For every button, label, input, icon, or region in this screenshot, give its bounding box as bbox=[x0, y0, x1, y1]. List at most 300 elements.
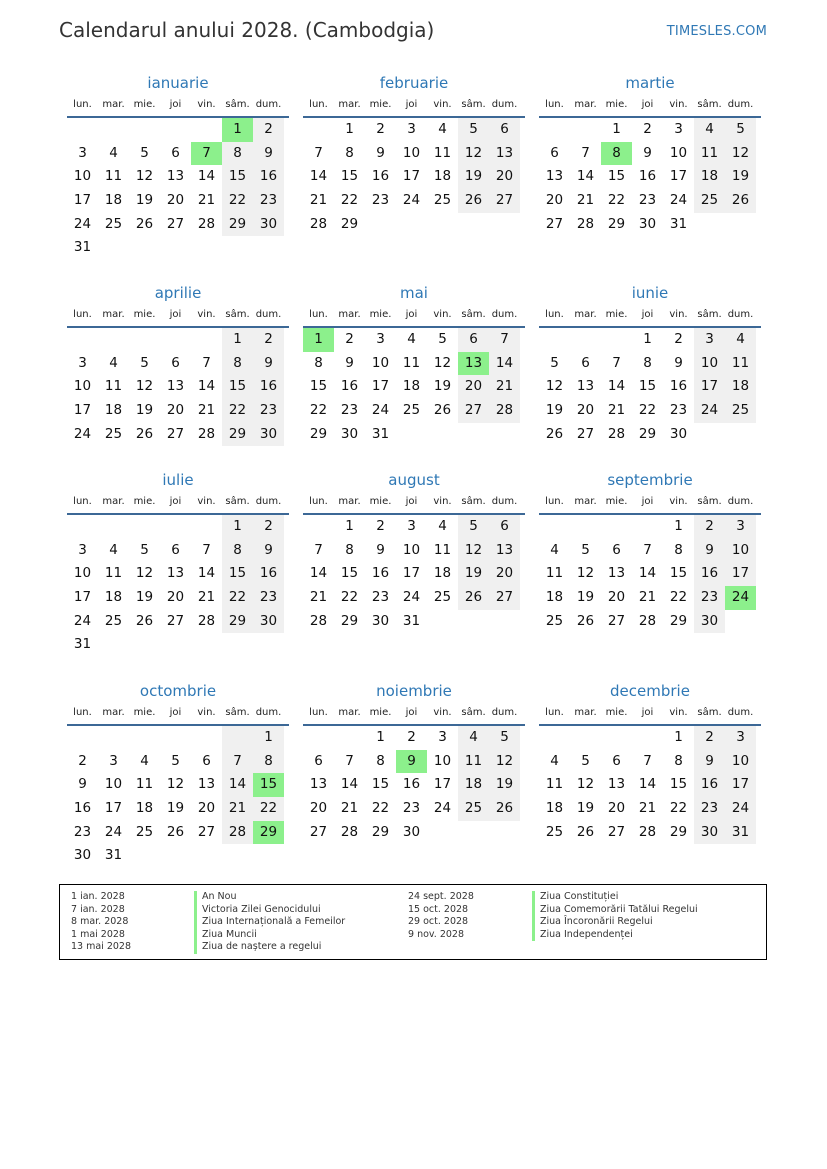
week-row bbox=[539, 352, 761, 376]
weekday-label: joi bbox=[405, 309, 418, 320]
week-row bbox=[539, 189, 761, 213]
day-cell: 2 bbox=[407, 729, 416, 745]
day-cell: 28 bbox=[638, 612, 657, 629]
day-cell: 20 bbox=[309, 800, 328, 817]
brand-link[interactable]: TIMESLES.COM bbox=[666, 24, 767, 39]
week-row bbox=[67, 142, 289, 166]
day-cell: 13 bbox=[545, 168, 564, 185]
day-cell: 5 bbox=[140, 144, 149, 161]
day-cell: 11 bbox=[545, 776, 564, 793]
empty-day-cell bbox=[160, 328, 191, 352]
weekday-header bbox=[539, 306, 761, 328]
day-cell: 19 bbox=[135, 589, 154, 606]
day-cell: 12 bbox=[489, 750, 520, 774]
weekday-label: mie. bbox=[605, 309, 628, 320]
day-cell: 30 bbox=[694, 821, 725, 845]
month-aprilie bbox=[67, 280, 289, 446]
weekday-label: mar. bbox=[102, 496, 125, 507]
weekday-label: mar. bbox=[574, 99, 597, 110]
empty-day-cell bbox=[129, 844, 160, 868]
week-row bbox=[67, 352, 289, 376]
day-cell: 21 bbox=[607, 402, 626, 419]
empty-day-cell bbox=[191, 844, 222, 868]
day-cell: 8 bbox=[376, 752, 385, 769]
empty-day-cell bbox=[570, 726, 601, 750]
week-row bbox=[539, 118, 761, 142]
day-cell: 31 bbox=[73, 239, 92, 256]
day-cell: 18 bbox=[725, 375, 756, 399]
day-cell: 26 bbox=[135, 612, 154, 629]
day-cell: 13 bbox=[309, 776, 328, 793]
week-row bbox=[303, 586, 525, 610]
weekday-header bbox=[303, 306, 525, 328]
day-cell: 5 bbox=[581, 541, 590, 558]
day-cell: 30 bbox=[669, 425, 688, 442]
day-cell: 14 bbox=[638, 776, 657, 793]
day-cell: 16 bbox=[253, 562, 284, 586]
weekday-label: joi bbox=[641, 99, 654, 110]
empty-day-cell bbox=[129, 328, 160, 352]
weekday-label: mie. bbox=[133, 99, 156, 110]
day-cell: 25 bbox=[545, 612, 564, 629]
day-cell: 10 bbox=[371, 354, 390, 371]
day-cell: 2 bbox=[643, 121, 652, 137]
day-cell: 21 bbox=[197, 192, 216, 209]
month-ianuarie bbox=[67, 70, 289, 260]
day-cell: 4 bbox=[438, 121, 447, 137]
day-cell: 9 bbox=[694, 539, 725, 563]
day-cell: 1 bbox=[612, 121, 621, 137]
day-cell: 18 bbox=[135, 800, 154, 817]
empty-day-cell bbox=[160, 844, 191, 868]
week-row bbox=[303, 165, 525, 189]
week-row bbox=[67, 633, 289, 657]
weekday-label: lun. bbox=[545, 309, 564, 320]
month-title: decembrie bbox=[610, 682, 690, 700]
day-cell: 15 bbox=[340, 168, 359, 185]
week-row bbox=[539, 586, 761, 610]
day-cell: 25 bbox=[104, 425, 123, 442]
day-cell: 28 bbox=[222, 821, 253, 845]
empty-day-cell bbox=[253, 844, 284, 868]
empty-day-cell bbox=[539, 515, 570, 539]
day-cell: 10 bbox=[694, 352, 725, 376]
empty-day-cell bbox=[725, 423, 756, 447]
page-title: Calendarul anului 2028. (Cambodgia) bbox=[59, 18, 435, 42]
weekday-label: mar. bbox=[338, 309, 361, 320]
weekday-label: joi bbox=[169, 309, 182, 320]
day-cell: 12 bbox=[458, 142, 489, 166]
day-cell: 8 bbox=[345, 144, 354, 161]
day-cell: 22 bbox=[222, 399, 253, 423]
day-cell: 21 bbox=[576, 192, 595, 209]
day-cell: 21 bbox=[489, 375, 520, 399]
empty-day-cell bbox=[489, 423, 520, 447]
empty-day-cell bbox=[67, 726, 98, 750]
week-row bbox=[303, 750, 525, 774]
week-row bbox=[539, 423, 761, 447]
day-cell: 13 bbox=[576, 378, 595, 395]
day-cell: 22 bbox=[607, 192, 626, 209]
day-cell: 20 bbox=[166, 192, 185, 209]
legend-holiday-name: Ziua Independenței bbox=[532, 929, 698, 942]
day-cell: 14 bbox=[197, 168, 216, 185]
weekday-label: mar. bbox=[574, 309, 597, 320]
day-cell: 26 bbox=[725, 189, 756, 213]
day-cell: 31 bbox=[371, 425, 390, 442]
week-row bbox=[67, 821, 289, 845]
legend-holiday-name: Ziua Constituției bbox=[532, 891, 698, 904]
empty-day-cell bbox=[427, 213, 458, 237]
day-cell: 10 bbox=[433, 752, 452, 769]
weekday-label: lun. bbox=[73, 707, 92, 718]
week-row bbox=[539, 726, 761, 750]
day-cell: 24 bbox=[73, 612, 92, 629]
week-row bbox=[303, 773, 525, 797]
month-august bbox=[303, 467, 525, 633]
week-row bbox=[539, 539, 761, 563]
day-cell: 14 bbox=[197, 565, 216, 582]
day-cell: 23 bbox=[340, 402, 359, 419]
day-cell: 2 bbox=[376, 518, 385, 534]
day-cell: 28 bbox=[309, 215, 328, 232]
weekday-label: sâm. bbox=[461, 496, 486, 507]
empty-day-cell bbox=[539, 328, 570, 352]
day-cell: 15 bbox=[222, 165, 253, 189]
day-cell: 22 bbox=[340, 589, 359, 606]
day-cell: 18 bbox=[433, 168, 452, 185]
weekday-label: mie. bbox=[369, 707, 392, 718]
day-cell: 11 bbox=[104, 565, 123, 582]
day-cell: 30 bbox=[340, 425, 359, 442]
day-cell: 25 bbox=[104, 612, 123, 629]
weekday-label: lun. bbox=[73, 99, 92, 110]
day-cell: 10 bbox=[725, 750, 756, 774]
day-cell: 6 bbox=[202, 752, 211, 769]
day-cell: 13 bbox=[166, 565, 185, 582]
day-cell: 16 bbox=[73, 800, 92, 817]
day-cell: 4 bbox=[438, 518, 447, 534]
month-decembrie bbox=[539, 678, 761, 844]
month-martie bbox=[539, 70, 761, 236]
day-cell: 30 bbox=[694, 610, 725, 634]
weekday-header bbox=[67, 306, 289, 328]
day-cell: 4 bbox=[458, 726, 489, 750]
weekday-label: lun. bbox=[309, 496, 328, 507]
day-cell: 8 bbox=[643, 354, 652, 371]
weekday-label: mar. bbox=[102, 707, 125, 718]
day-cell: 28 bbox=[340, 823, 359, 840]
empty-day-cell bbox=[396, 213, 427, 237]
day-cell: 26 bbox=[135, 425, 154, 442]
day-cell: 15 bbox=[222, 375, 253, 399]
day-cell: 28 bbox=[576, 215, 595, 232]
week-row bbox=[67, 328, 289, 352]
day-cell: 6 bbox=[612, 541, 621, 558]
day-cell: 11 bbox=[433, 144, 452, 161]
day-cell: 21 bbox=[340, 800, 359, 817]
day-cell: 24 bbox=[433, 800, 452, 817]
day-cell: 9 bbox=[78, 776, 87, 793]
holiday-day-cell: 1 bbox=[303, 328, 334, 352]
day-cell: 9 bbox=[643, 144, 652, 161]
day-cell: 22 bbox=[638, 402, 657, 419]
day-cell: 22 bbox=[253, 797, 284, 821]
week-row bbox=[303, 213, 525, 237]
day-cell: 3 bbox=[376, 331, 385, 347]
day-cell: 21 bbox=[222, 797, 253, 821]
legend-holiday-name: Ziua Internațională a Femeilor bbox=[194, 916, 345, 929]
day-cell: 17 bbox=[402, 565, 421, 582]
day-cell: 4 bbox=[109, 144, 118, 161]
empty-day-cell bbox=[98, 328, 129, 352]
day-cell: 24 bbox=[694, 399, 725, 423]
day-cell: 11 bbox=[104, 378, 123, 395]
weekday-label: joi bbox=[405, 707, 418, 718]
empty-day-cell bbox=[160, 726, 191, 750]
day-cell: 6 bbox=[581, 354, 590, 371]
weekday-label: sâm. bbox=[461, 707, 486, 718]
day-cell: 21 bbox=[197, 589, 216, 606]
day-cell: 23 bbox=[669, 402, 688, 419]
week-row bbox=[303, 821, 525, 845]
empty-day-cell bbox=[191, 236, 222, 260]
empty-day-cell bbox=[427, 423, 458, 447]
day-cell: 8 bbox=[222, 352, 253, 376]
empty-day-cell bbox=[253, 236, 284, 260]
day-cell: 15 bbox=[669, 776, 688, 793]
day-cell: 6 bbox=[171, 144, 180, 161]
day-cell: 2 bbox=[376, 121, 385, 137]
empty-day-cell bbox=[539, 118, 570, 142]
day-cell: 6 bbox=[550, 144, 559, 161]
weekday-label: joi bbox=[641, 707, 654, 718]
legend-holiday-name: Ziua Încoronării Regelui bbox=[532, 916, 698, 929]
month-septembrie bbox=[539, 467, 761, 633]
day-cell: 4 bbox=[140, 752, 149, 769]
day-cell: 24 bbox=[73, 215, 92, 232]
day-cell: 25 bbox=[402, 402, 421, 419]
day-cell: 10 bbox=[73, 565, 92, 582]
day-cell: 19 bbox=[489, 773, 520, 797]
day-cell: 19 bbox=[458, 562, 489, 586]
weekday-label: vin. bbox=[197, 496, 216, 507]
day-cell: 7 bbox=[643, 752, 652, 769]
empty-day-cell bbox=[570, 118, 601, 142]
month-title: mai bbox=[400, 284, 428, 302]
weekday-label: vin. bbox=[433, 496, 452, 507]
day-cell: 10 bbox=[402, 541, 421, 558]
empty-day-cell bbox=[191, 328, 222, 352]
week-row bbox=[539, 821, 761, 845]
day-cell: 26 bbox=[576, 823, 595, 840]
day-cell: 3 bbox=[109, 752, 118, 769]
day-cell: 15 bbox=[669, 565, 688, 582]
empty-day-cell bbox=[427, 821, 458, 845]
day-cell: 26 bbox=[135, 215, 154, 232]
holiday-day-cell: 1 bbox=[222, 118, 253, 142]
weekday-label: vin. bbox=[669, 707, 688, 718]
day-cell: 31 bbox=[73, 636, 92, 653]
empty-day-cell bbox=[458, 610, 489, 634]
day-cell: 11 bbox=[433, 541, 452, 558]
empty-day-cell bbox=[601, 726, 632, 750]
day-cell: 29 bbox=[669, 612, 688, 629]
day-cell: 27 bbox=[545, 215, 564, 232]
empty-day-cell bbox=[365, 213, 396, 237]
day-cell: 21 bbox=[309, 589, 328, 606]
weekday-label: lun. bbox=[309, 707, 328, 718]
empty-day-cell bbox=[129, 236, 160, 260]
day-cell: 27 bbox=[166, 612, 185, 629]
day-cell: 24 bbox=[402, 589, 421, 606]
day-cell: 17 bbox=[694, 375, 725, 399]
day-cell: 7 bbox=[314, 541, 323, 558]
holiday-legend bbox=[59, 884, 767, 960]
empty-day-cell bbox=[458, 423, 489, 447]
day-cell: 31 bbox=[104, 847, 123, 864]
day-cell: 13 bbox=[607, 565, 626, 582]
weekday-label: mie. bbox=[605, 99, 628, 110]
weekday-label: joi bbox=[641, 309, 654, 320]
day-cell: 13 bbox=[166, 168, 185, 185]
day-cell: 7 bbox=[345, 752, 354, 769]
day-cell: 18 bbox=[545, 800, 564, 817]
day-cell: 28 bbox=[489, 399, 520, 423]
empty-day-cell bbox=[160, 515, 191, 539]
day-cell: 21 bbox=[638, 800, 657, 817]
day-cell: 8 bbox=[314, 354, 323, 371]
empty-day-cell bbox=[725, 610, 756, 634]
empty-day-cell bbox=[191, 726, 222, 750]
week-row bbox=[303, 423, 525, 447]
empty-day-cell bbox=[694, 213, 725, 237]
empty-day-cell bbox=[427, 610, 458, 634]
legend-date: 24 sept. 2028 bbox=[408, 891, 474, 902]
day-cell: 29 bbox=[222, 213, 253, 237]
day-cell: 15 bbox=[371, 776, 390, 793]
day-cell: 19 bbox=[166, 800, 185, 817]
month-title: iulie bbox=[162, 471, 194, 489]
day-cell: 5 bbox=[550, 354, 559, 371]
weekday-label: dum. bbox=[491, 309, 518, 320]
day-cell: 19 bbox=[576, 589, 595, 606]
month-noiembrie bbox=[303, 678, 525, 844]
day-cell: 8 bbox=[345, 541, 354, 558]
week-row bbox=[303, 189, 525, 213]
day-cell: 26 bbox=[433, 402, 452, 419]
day-cell: 24 bbox=[104, 823, 123, 840]
weekday-label: mie. bbox=[369, 496, 392, 507]
week-row bbox=[539, 515, 761, 539]
day-cell: 11 bbox=[402, 354, 421, 371]
empty-day-cell bbox=[570, 515, 601, 539]
day-cell: 30 bbox=[402, 823, 421, 840]
week-row bbox=[303, 375, 525, 399]
day-cell: 23 bbox=[253, 586, 284, 610]
day-cell: 24 bbox=[73, 425, 92, 442]
day-cell: 11 bbox=[545, 565, 564, 582]
weekday-label: mie. bbox=[133, 309, 156, 320]
day-cell: 29 bbox=[371, 823, 390, 840]
day-cell: 30 bbox=[73, 847, 92, 864]
empty-day-cell bbox=[632, 515, 663, 539]
day-cell: 7 bbox=[202, 354, 211, 371]
day-cell: 6 bbox=[612, 752, 621, 769]
day-cell: 2 bbox=[674, 331, 683, 347]
day-cell: 24 bbox=[402, 192, 421, 209]
empty-day-cell bbox=[67, 118, 98, 142]
day-cell: 17 bbox=[104, 800, 123, 817]
weekday-header bbox=[67, 493, 289, 515]
week-row bbox=[303, 539, 525, 563]
weekday-label: mar. bbox=[102, 99, 125, 110]
day-cell: 12 bbox=[725, 142, 756, 166]
month-octombrie bbox=[67, 678, 289, 868]
day-cell: 26 bbox=[489, 797, 520, 821]
day-cell: 10 bbox=[73, 168, 92, 185]
weekday-label: sâm. bbox=[225, 496, 250, 507]
weekday-label: mie. bbox=[369, 309, 392, 320]
empty-day-cell bbox=[160, 633, 191, 657]
day-cell: 29 bbox=[222, 610, 253, 634]
legend-date: 29 oct. 2028 bbox=[408, 916, 469, 927]
day-cell: 12 bbox=[135, 378, 154, 395]
day-cell: 17 bbox=[73, 192, 92, 209]
day-cell: 16 bbox=[402, 776, 421, 793]
week-row bbox=[67, 399, 289, 423]
day-cell: 29 bbox=[607, 215, 626, 232]
day-cell: 29 bbox=[222, 423, 253, 447]
day-cell: 9 bbox=[253, 142, 284, 166]
day-cell: 1 bbox=[253, 726, 284, 750]
day-cell: 5 bbox=[438, 331, 447, 347]
legend-holiday-name: An Nou bbox=[194, 891, 345, 904]
day-cell: 30 bbox=[638, 215, 657, 232]
weekday-label: mie. bbox=[133, 707, 156, 718]
empty-day-cell bbox=[129, 726, 160, 750]
week-row bbox=[67, 726, 289, 750]
day-cell: 27 bbox=[166, 425, 185, 442]
legend-left-names bbox=[194, 891, 345, 954]
day-cell: 1 bbox=[222, 328, 253, 352]
legend-left-dates bbox=[71, 891, 131, 954]
day-cell: 17 bbox=[433, 776, 452, 793]
week-row bbox=[539, 213, 761, 237]
day-cell: 30 bbox=[253, 423, 284, 447]
day-cell: 26 bbox=[458, 586, 489, 610]
empty-day-cell bbox=[222, 726, 253, 750]
day-cell: 10 bbox=[104, 776, 123, 793]
day-cell: 4 bbox=[694, 118, 725, 142]
day-cell: 3 bbox=[78, 144, 87, 161]
weekday-label: mie. bbox=[605, 707, 628, 718]
weekday-label: sâm. bbox=[225, 309, 250, 320]
day-cell: 23 bbox=[253, 399, 284, 423]
day-cell: 18 bbox=[104, 402, 123, 419]
day-cell: 4 bbox=[550, 752, 559, 769]
day-cell: 16 bbox=[669, 378, 688, 395]
day-cell: 5 bbox=[458, 515, 489, 539]
empty-day-cell bbox=[160, 118, 191, 142]
day-cell: 13 bbox=[197, 776, 216, 793]
day-cell: 22 bbox=[669, 800, 688, 817]
day-cell: 23 bbox=[371, 192, 390, 209]
day-cell: 23 bbox=[402, 800, 421, 817]
day-cell: 30 bbox=[253, 610, 284, 634]
legend-holiday-name: Ziua de naștere a regelui bbox=[194, 941, 345, 954]
weekday-label: lun. bbox=[545, 99, 564, 110]
